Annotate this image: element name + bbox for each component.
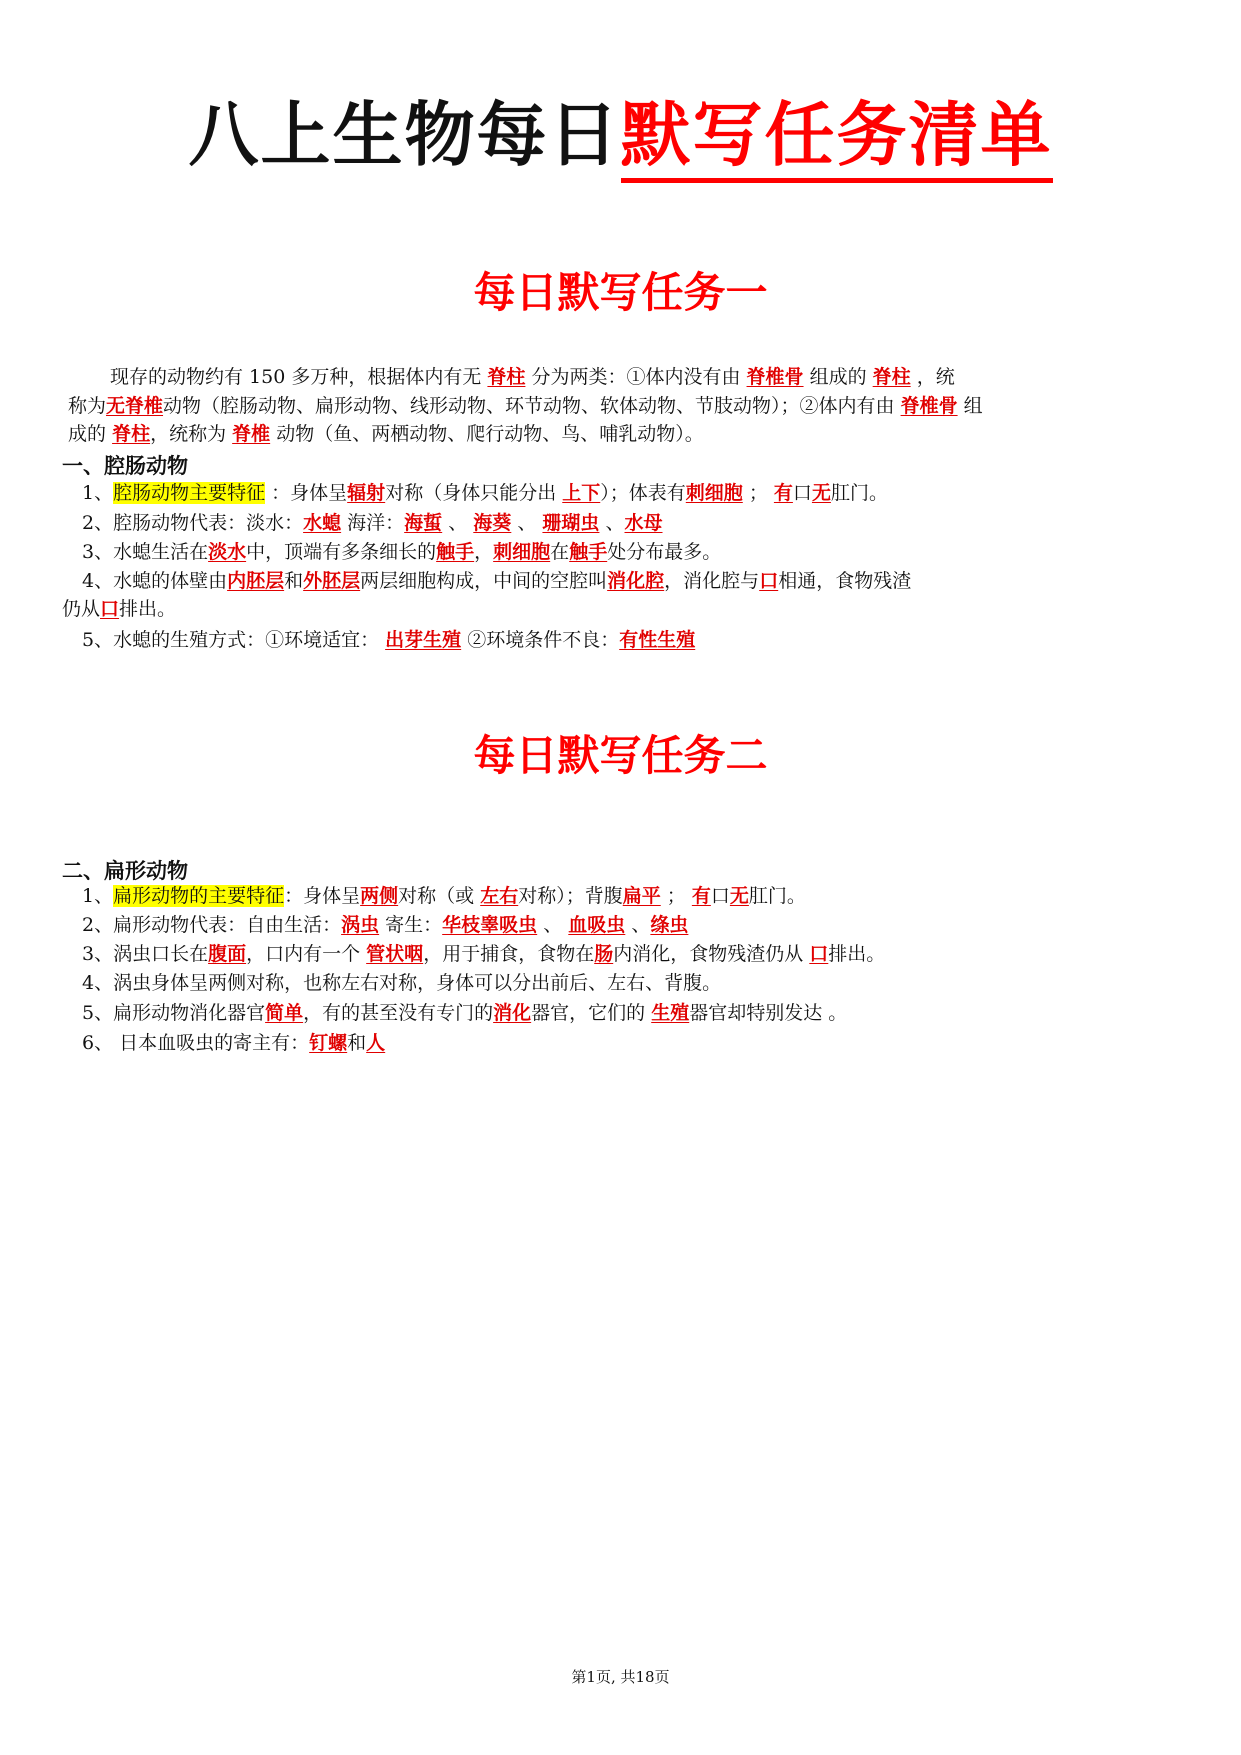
body-text: 5、扁形动物消化器官 bbox=[82, 1002, 266, 1024]
task2-item-3 bbox=[82, 942, 885, 967]
body-text: 寄生： bbox=[385, 914, 443, 936]
answer-text: 口 bbox=[809, 943, 829, 965]
body-text: 排出。 bbox=[119, 598, 177, 620]
answer-text: 海蜇 bbox=[404, 512, 443, 534]
task2-item-6 bbox=[82, 1031, 385, 1056]
answer-text: 无脊椎 bbox=[106, 395, 164, 417]
body-text: 2、扁形动物代表：自由生活： bbox=[82, 914, 342, 936]
answer-text: 有 bbox=[773, 482, 793, 504]
task1-item-2 bbox=[82, 511, 663, 536]
body-text: 器官，它们的 bbox=[531, 1002, 646, 1024]
body-text: 口 bbox=[710, 885, 730, 907]
page-title bbox=[0, 94, 1241, 176]
body-text: ； bbox=[748, 482, 768, 504]
body-text: ，用于捕食，食物在 bbox=[423, 943, 595, 965]
body-text: 3、涡虫口长在 bbox=[82, 943, 209, 965]
body-text: 器官却特别发达 bbox=[689, 1002, 823, 1024]
body-text: 处分布最多。 bbox=[607, 541, 722, 563]
body-text: 两层细胞构成，中间的空腔叫 bbox=[360, 570, 608, 592]
highlighted-text: 腔肠动物主要特征 bbox=[113, 482, 266, 504]
body-text: 成的 bbox=[68, 423, 107, 445]
answer-text: 口 bbox=[759, 570, 779, 592]
body-text: ； bbox=[666, 885, 686, 907]
body-text: 2、腔肠动物代表：淡水： bbox=[82, 512, 304, 534]
answer-text: 脊柱 bbox=[112, 423, 151, 445]
body-text: ：身体呈 bbox=[284, 885, 361, 907]
answer-text: 消化 bbox=[493, 1002, 532, 1024]
body-text: 和 bbox=[284, 570, 304, 592]
body-text: 5、水螅的生殖方式：①环境适宜： bbox=[82, 629, 380, 651]
intro-line-3 bbox=[68, 422, 704, 447]
title-red: 默写任务清单 bbox=[621, 94, 1053, 183]
body-text: 、 bbox=[605, 512, 625, 534]
body-text: 中，顶端有多条细长的 bbox=[246, 541, 437, 563]
task2-item-1 bbox=[82, 884, 806, 909]
body-text: 仍从 bbox=[62, 598, 101, 620]
body-text: 排出。 bbox=[828, 943, 886, 965]
body-text: 。 bbox=[828, 1002, 848, 1024]
body-text: 4、水螅的体壁由 bbox=[82, 570, 228, 592]
body-text: 动物（腔肠动物、扁形动物、线形动物、环节动物、软体动物、节肢动物）；②体内有由 bbox=[163, 395, 895, 417]
answer-text: 绦虫 bbox=[650, 914, 689, 936]
title-black: 八上生物每日 bbox=[188, 94, 621, 176]
body-text: 组 bbox=[963, 395, 983, 417]
intro-line-2 bbox=[68, 394, 983, 419]
answer-text: 上下 bbox=[562, 482, 601, 504]
task2-title: 每日默写任务二 bbox=[473, 731, 768, 780]
task1-item-5 bbox=[82, 628, 695, 653]
answer-text: 扁平 bbox=[622, 885, 661, 907]
body-text: 动物（鱼、两栖动物、爬行动物、鸟、哺乳动物）。 bbox=[276, 423, 704, 445]
answer-text: 无 bbox=[729, 885, 749, 907]
answer-text: 简单 bbox=[265, 1002, 304, 1024]
answer-text: 出芽生殖 bbox=[385, 629, 462, 651]
task1-title: 每日默写任务一 bbox=[473, 268, 768, 317]
body-text: 分为两类：①体内没有由 bbox=[531, 366, 741, 388]
body-text: 对称（或 bbox=[398, 885, 475, 907]
answer-text: 有 bbox=[691, 885, 711, 907]
body-text: 口 bbox=[792, 482, 812, 504]
body-text: 3、水螅生活在 bbox=[82, 541, 209, 563]
body-text: 6、 日本血吸虫的寄主有： bbox=[82, 1032, 310, 1054]
answer-text: 口 bbox=[100, 598, 120, 620]
answer-text: 两侧 bbox=[360, 885, 399, 907]
answer-text: 钉螺 bbox=[309, 1032, 348, 1054]
body-text: ，统称为 bbox=[150, 423, 227, 445]
answer-text: 肠 bbox=[594, 943, 614, 965]
body-text: 内消化，食物残渣仍从 bbox=[613, 943, 804, 965]
answer-text: 淡水 bbox=[208, 541, 247, 563]
body-text: ，消化腔与 bbox=[664, 570, 760, 592]
body-text: ，统 bbox=[916, 366, 955, 388]
answer-text: 刺细胞 bbox=[685, 482, 743, 504]
body-text: 4、涡虫身体呈两侧对称，也称左右对称，身体可以分出前后、左右、背腹。 bbox=[82, 972, 722, 994]
answer-text: 外胚层 bbox=[303, 570, 361, 592]
answer-text: 生殖 bbox=[651, 1002, 690, 1024]
answer-text: 血吸虫 bbox=[568, 914, 626, 936]
task1-item-1 bbox=[82, 481, 888, 506]
answer-text: 刺细胞 bbox=[493, 541, 551, 563]
answer-text: 无 bbox=[811, 482, 831, 504]
body-text: 和 bbox=[347, 1032, 367, 1054]
answer-text: 触手 bbox=[436, 541, 475, 563]
body-text: 、 bbox=[448, 512, 468, 534]
body-text: 1、 bbox=[82, 482, 114, 504]
body-text: 现存的动物约有 150 多万种，根据体内有无 bbox=[110, 366, 482, 388]
answer-text: 内胚层 bbox=[227, 570, 285, 592]
body-text: 相通，食物残渣 bbox=[778, 570, 912, 592]
answer-text: 水母 bbox=[624, 512, 663, 534]
body-text: ②环境条件不良： bbox=[467, 629, 620, 651]
task2-item-5 bbox=[82, 1001, 847, 1026]
answer-text: 辐射 bbox=[347, 482, 386, 504]
body-text: 在 bbox=[550, 541, 570, 563]
answer-text: 海葵 bbox=[473, 512, 512, 534]
answer-text: 腹面 bbox=[208, 943, 247, 965]
body-text: ：身体呈 bbox=[271, 482, 348, 504]
body-text: ，有的甚至没有专门的 bbox=[303, 1002, 494, 1024]
answer-text: 珊瑚虫 bbox=[542, 512, 600, 534]
section-heading-2: 二、扁形动物 bbox=[62, 859, 188, 883]
task2-item-4 bbox=[82, 971, 721, 996]
answer-text: 消化腔 bbox=[607, 570, 665, 592]
task1-item-4a bbox=[82, 569, 911, 594]
body-text: 肛门。 bbox=[830, 482, 888, 504]
highlighted-text: 扁形动物的主要特征 bbox=[113, 885, 285, 907]
answer-text: 水螅 bbox=[303, 512, 342, 534]
task1-item-4b bbox=[62, 597, 176, 622]
body-text: 、 bbox=[517, 512, 537, 534]
body-text: 1、 bbox=[82, 885, 114, 907]
answer-text: 有性生殖 bbox=[619, 629, 696, 651]
answer-text: 脊椎骨 bbox=[746, 366, 804, 388]
answer-text: 脊椎骨 bbox=[900, 395, 958, 417]
answer-text: 脊柱 bbox=[487, 366, 526, 388]
body-text: 、 bbox=[543, 914, 563, 936]
section-heading-1: 一、腔肠动物 bbox=[62, 454, 188, 478]
answer-text: 脊椎 bbox=[232, 423, 271, 445]
answer-text: 脊柱 bbox=[872, 366, 911, 388]
body-text: 组成的 bbox=[809, 366, 867, 388]
body-text: 对称）；背腹 bbox=[518, 885, 623, 907]
body-text: ）；体表有 bbox=[600, 482, 686, 504]
intro-line-1 bbox=[110, 365, 955, 390]
body-text: ， bbox=[474, 541, 494, 563]
answer-text: 人 bbox=[366, 1032, 386, 1054]
task1-item-3 bbox=[82, 540, 721, 565]
answer-text: 触手 bbox=[569, 541, 608, 563]
task2-item-2 bbox=[82, 913, 688, 938]
page-footer: 第1页, 共18页 bbox=[571, 1668, 670, 1686]
body-text: 对称（身体只能分出 bbox=[385, 482, 557, 504]
body-text: 、 bbox=[631, 914, 651, 936]
body-text: 称为 bbox=[68, 395, 107, 417]
answer-text: 左右 bbox=[480, 885, 519, 907]
body-text: 海洋： bbox=[347, 512, 405, 534]
body-text: 肛门。 bbox=[748, 885, 806, 907]
answer-text: 涡虫 bbox=[341, 914, 380, 936]
answer-text: 管状咽 bbox=[366, 943, 424, 965]
body-text: ，口内有一个 bbox=[246, 943, 361, 965]
answer-text: 华枝睾吸虫 bbox=[442, 914, 538, 936]
